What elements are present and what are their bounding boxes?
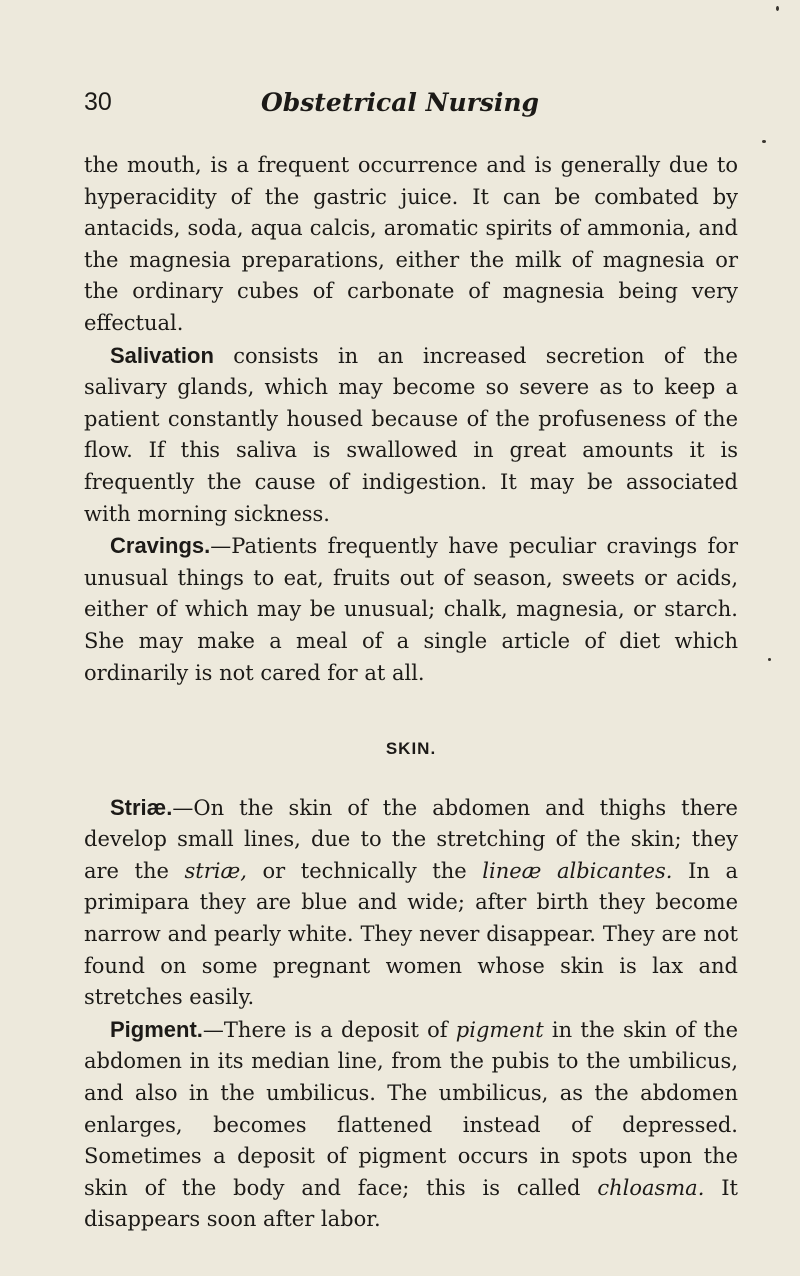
section-heading: SKIN.: [385, 739, 437, 759]
italic-term: chloasma.: [597, 1175, 705, 1200]
italic-term: striæ,: [184, 858, 247, 883]
italic-term: pigment: [455, 1017, 544, 1042]
paragraph-text: the mouth, is a frequent occurrence and is generally due to hyperacidity of the gastric juice. It can be combated by antacids, soda, aqua calcis, aromatic spirits of ammonia, and the magnesia preparations, either the milk of magnesia or the ordinary cubes of carbonate of magnesia being very effectual.: [84, 153, 738, 335]
term-striae: Striæ.: [110, 794, 173, 820]
paragraph-text: —On the skin of the abdomen and thighs there develop small lines, due to the stretching of the skin; they are the: [84, 795, 738, 883]
paragraph-text: in the skin of the abdomen in its median line, from the pubis to the umbilicus, and also in the umbilicus. The umbilicus, as the abdomen enlarges, becomes flattened instead of depressed. Sometimes a deposit of pigment occurs in spots upon the skin of the body and face; this is called: [84, 1017, 739, 1200]
term-salivation: Salivation: [110, 342, 214, 368]
paragraph-text: consists in an increased secretion of the salivary glands, which may become so severe as to keep a patient constantly housed because of the profuseness of the flow. If this saliva is swallowed in great amounts it is frequently the cause of indigestion. It may be associated with morning sickness.: [84, 343, 738, 526]
paragraph-salivation: [84, 340, 738, 531]
body-text: [84, 150, 738, 1236]
paper-speck: [762, 140, 766, 143]
term-cravings: Cravings.: [110, 533, 211, 559]
term-pigment: Pigment.: [110, 1016, 203, 1042]
italic-term: lineæ albicantes.: [482, 858, 673, 883]
paragraph-striae: [84, 792, 738, 1014]
paragraph-pigment: [84, 1014, 738, 1236]
paragraph-cravings: [84, 530, 738, 689]
paragraph-text: or technically the: [246, 858, 483, 883]
paragraph-text: It disappears soon after labor.: [84, 1175, 738, 1232]
paragraph-text: —Patients frequently have peculiar cravings for unusual things to eat, fruits out of season, sweets or acids, either of which may be unusual; chalk, magnesia, or starch. She may make a meal of a single article of diet which ordinarily is not cared for at all.: [84, 534, 738, 685]
paragraph-text: —There is a deposit of: [202, 1017, 456, 1042]
paper-speck: [768, 658, 771, 661]
paragraph-continued: [84, 150, 738, 340]
page-number: 30: [84, 88, 112, 116]
paragraph-text: In a primipara they are blue and wide; after birth they become narrow and pearly white. They never disappear. They are not found on some pregnant women whose skin is lax and stretches easily.: [84, 858, 738, 1010]
running-title: Obstetrical Nursing: [260, 88, 540, 117]
paper-speck: [776, 6, 779, 11]
page-header: [0, 88, 800, 128]
